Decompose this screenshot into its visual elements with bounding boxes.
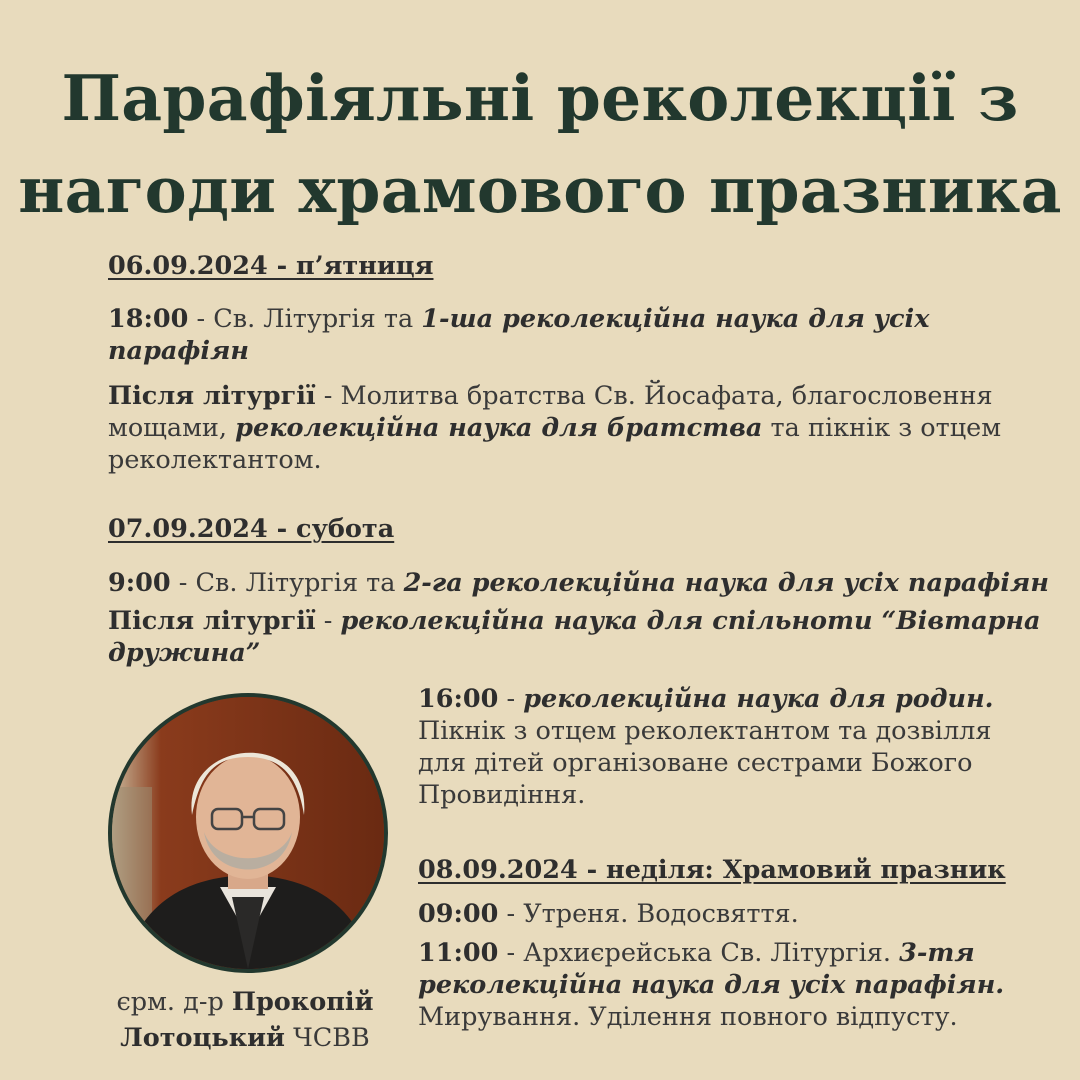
day2-date bbox=[108, 513, 1008, 545]
separator: - bbox=[498, 938, 524, 968]
day1-item2 bbox=[108, 380, 1043, 476]
speaker-suffix: ЧСВВ bbox=[284, 1023, 370, 1053]
day2-date-text: 07.09.2024 - субота bbox=[108, 514, 395, 544]
day3-item2-emph: 3-тя реколекційна наука для усіх парафіян. bbox=[418, 938, 1005, 1000]
day3-item2-time: 11:00 bbox=[418, 938, 499, 968]
day1-item1 bbox=[108, 303, 1028, 367]
day2-item2-emph: реколекційна наука для спільноти “Вівтарна дружина” bbox=[108, 606, 1041, 668]
separator: - bbox=[498, 899, 524, 929]
speaker-portrait bbox=[112, 697, 384, 969]
day2-item1-text: Св. Літургія та bbox=[195, 568, 404, 598]
speaker-caption bbox=[100, 984, 390, 1056]
day1-item2-tail: та пікнік з отцем реколектантом. bbox=[108, 413, 1002, 475]
day1-date-text: 06.09.2024 - п’ятниця bbox=[108, 251, 434, 281]
day3-date-text: 08.09.2024 - неділя: Храмовий празник bbox=[418, 855, 1006, 885]
day2-item1-emph: 2-га реколекційна наука для усіх парафіян bbox=[403, 568, 1049, 598]
speaker-prefix: єрм. д-р bbox=[116, 987, 232, 1017]
day1-item1-emph: 1-ша реколекційна наука для усіх парафіян bbox=[108, 304, 930, 366]
speaker-photo bbox=[108, 693, 388, 973]
day3-item1-time: 09:00 bbox=[418, 899, 499, 929]
separator: - bbox=[315, 381, 341, 411]
day2-item1-time: 9:00 bbox=[108, 568, 171, 598]
page-title bbox=[0, 52, 1080, 236]
day2-item3-time: 16:00 bbox=[418, 684, 499, 714]
day3-item1 bbox=[418, 898, 1058, 930]
day1-item2-text: Молитва братства Св. Йосафата, благословення мощами, bbox=[108, 381, 993, 443]
day3-item2-tail: Мирування. Уділення повного відпусту. bbox=[418, 1002, 958, 1032]
day1-date bbox=[108, 250, 1008, 282]
day1-item1-time: 18:00 bbox=[108, 304, 189, 334]
day2-item3-text: Пікнік з отцем реколектантом та дозвілля для дітей організоване сестрами Божого Провидіння. bbox=[418, 716, 992, 810]
day1-item1-text: Св. Літургія та bbox=[213, 304, 422, 334]
separator: - bbox=[188, 304, 214, 334]
day1-item2-time: Після літургії bbox=[108, 381, 316, 411]
day3-item2-text: Архиєрейська Св. Літургія. bbox=[523, 938, 900, 968]
day2-item2 bbox=[108, 605, 1048, 669]
speaker-name: Прокопій Лотоцький bbox=[120, 987, 374, 1053]
day2-item1 bbox=[108, 567, 1068, 599]
day2-item3 bbox=[418, 683, 1043, 811]
day3-item1-text: Утреня. Водосвяття. bbox=[523, 899, 799, 929]
day2-item2-time: Після літургії bbox=[108, 606, 316, 636]
day3-date bbox=[418, 854, 1058, 886]
title-line-2: нагоди храмового празника bbox=[18, 153, 1062, 227]
separator: - bbox=[170, 568, 196, 598]
day1-item2-emph: реколекційна наука для братства bbox=[235, 413, 763, 443]
day2-item3-emph: реколекційна наука для родин. bbox=[523, 684, 994, 714]
day3-item2 bbox=[418, 937, 1038, 1033]
title-line-1: Парафіяльні реколекції з bbox=[61, 61, 1019, 135]
separator: - bbox=[498, 684, 524, 714]
separator: - bbox=[315, 606, 341, 636]
